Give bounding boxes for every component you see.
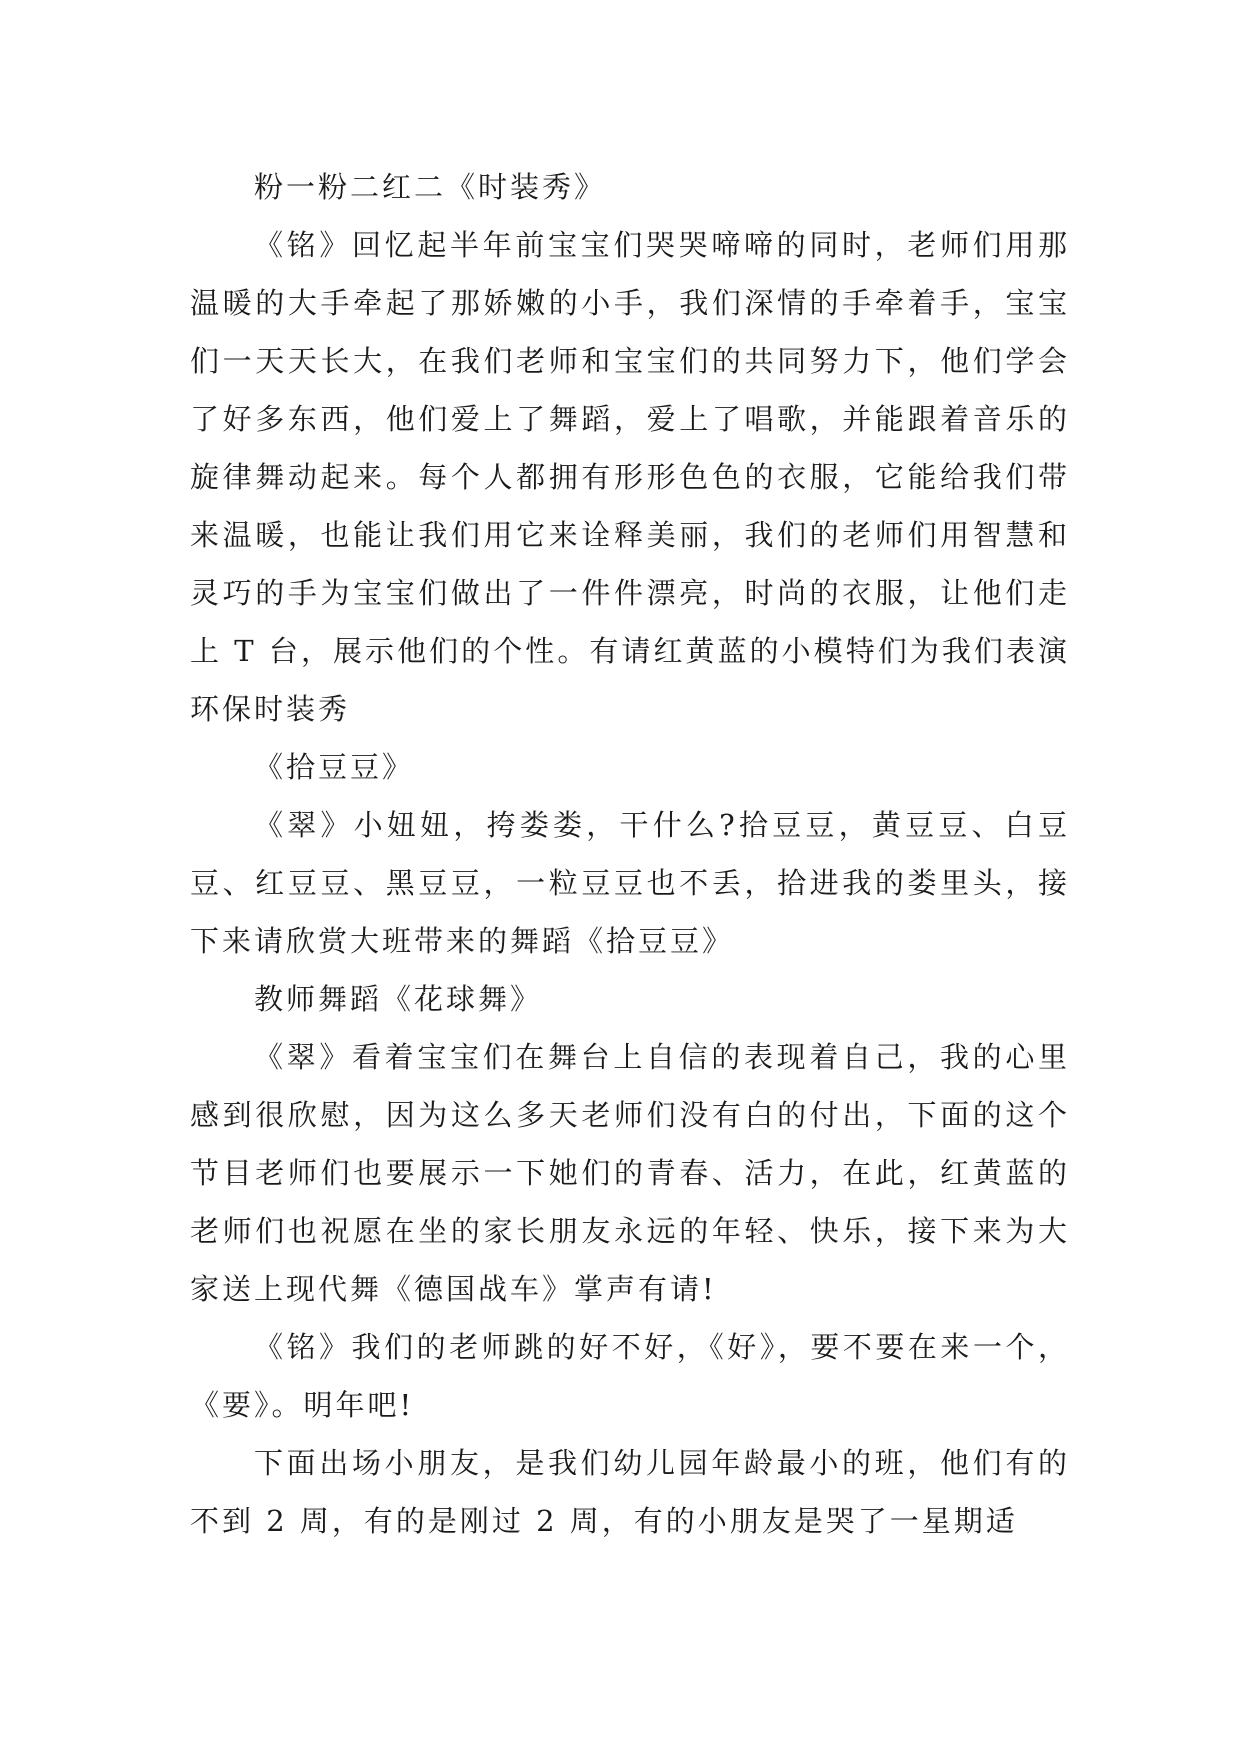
document-body [190,158,1070,1550]
paragraph-pick-beans-intro: 《翠》小妞妞，挎娄娄，干什么?拾豆豆，黄豆豆、白豆豆、红豆豆、黑豆豆，一粒豆豆也不丢，拾进我的娄里头，接下来请欣赏大班带来的舞蹈《拾豆豆》 [190,808,1070,958]
paragraph-fashion-show-intro: 《铭》回忆起半年前宝宝们哭哭啼啼的同时，老师们用那温暖的大手牵起了那娇嫩的小手，我们深情的手牵着手，宝宝们一天天长大，在我们老师和宝宝们的共同努力下，他们学会了好多东西，他们爱上了舞蹈，爱上了唱歌，并能跟着音乐的旋律舞动起来。每个人都拥有形形色色的衣服，它能给我们带来温暖，也能让我们用它来诠释美丽，我们的老师们用智慧和灵巧的手为宝宝们做出了一件件漂亮，时尚的衣服，让他们走上 T 台，展示他们的个性。有请红黄蓝的小模特们为我们表演环保时装秀 [190,228,1070,726]
paragraph-teacher-dance-intro: 《翠》看着宝宝们在舞台上自信的表现着自己，我的心里感到很欣慰，因为这么多天老师们没有白的付出，下面的这个节目老师们也要展示一下她们的青春、活力，在此，红黄蓝的老师们也祝愿在坐的家长朋友永远的年轻、快乐，接下来为大家送上现代舞《德国战车》掌声有请! [190,1040,1070,1306]
paragraph-teacher-dance-response: 《铭》我们的老师跳的好不好，《好》，要不要在来一个，《要》。明年吧! [190,1330,1070,1422]
paragraph-heading-fashion-show: 粉一粉二红二《时装秀》 [254,170,607,204]
paragraph-heading-pick-beans: 《拾豆豆》 [254,750,415,784]
paragraph-youngest-class-intro: 下面出场小朋友，是我们幼儿园年龄最小的班，他们有的不到 2 周，有的是刚过 2 周，有的小朋友是哭了一星期适 [190,1446,1070,1538]
paragraph-heading-teacher-dance: 教师舞蹈《花球舞》 [254,982,543,1016]
